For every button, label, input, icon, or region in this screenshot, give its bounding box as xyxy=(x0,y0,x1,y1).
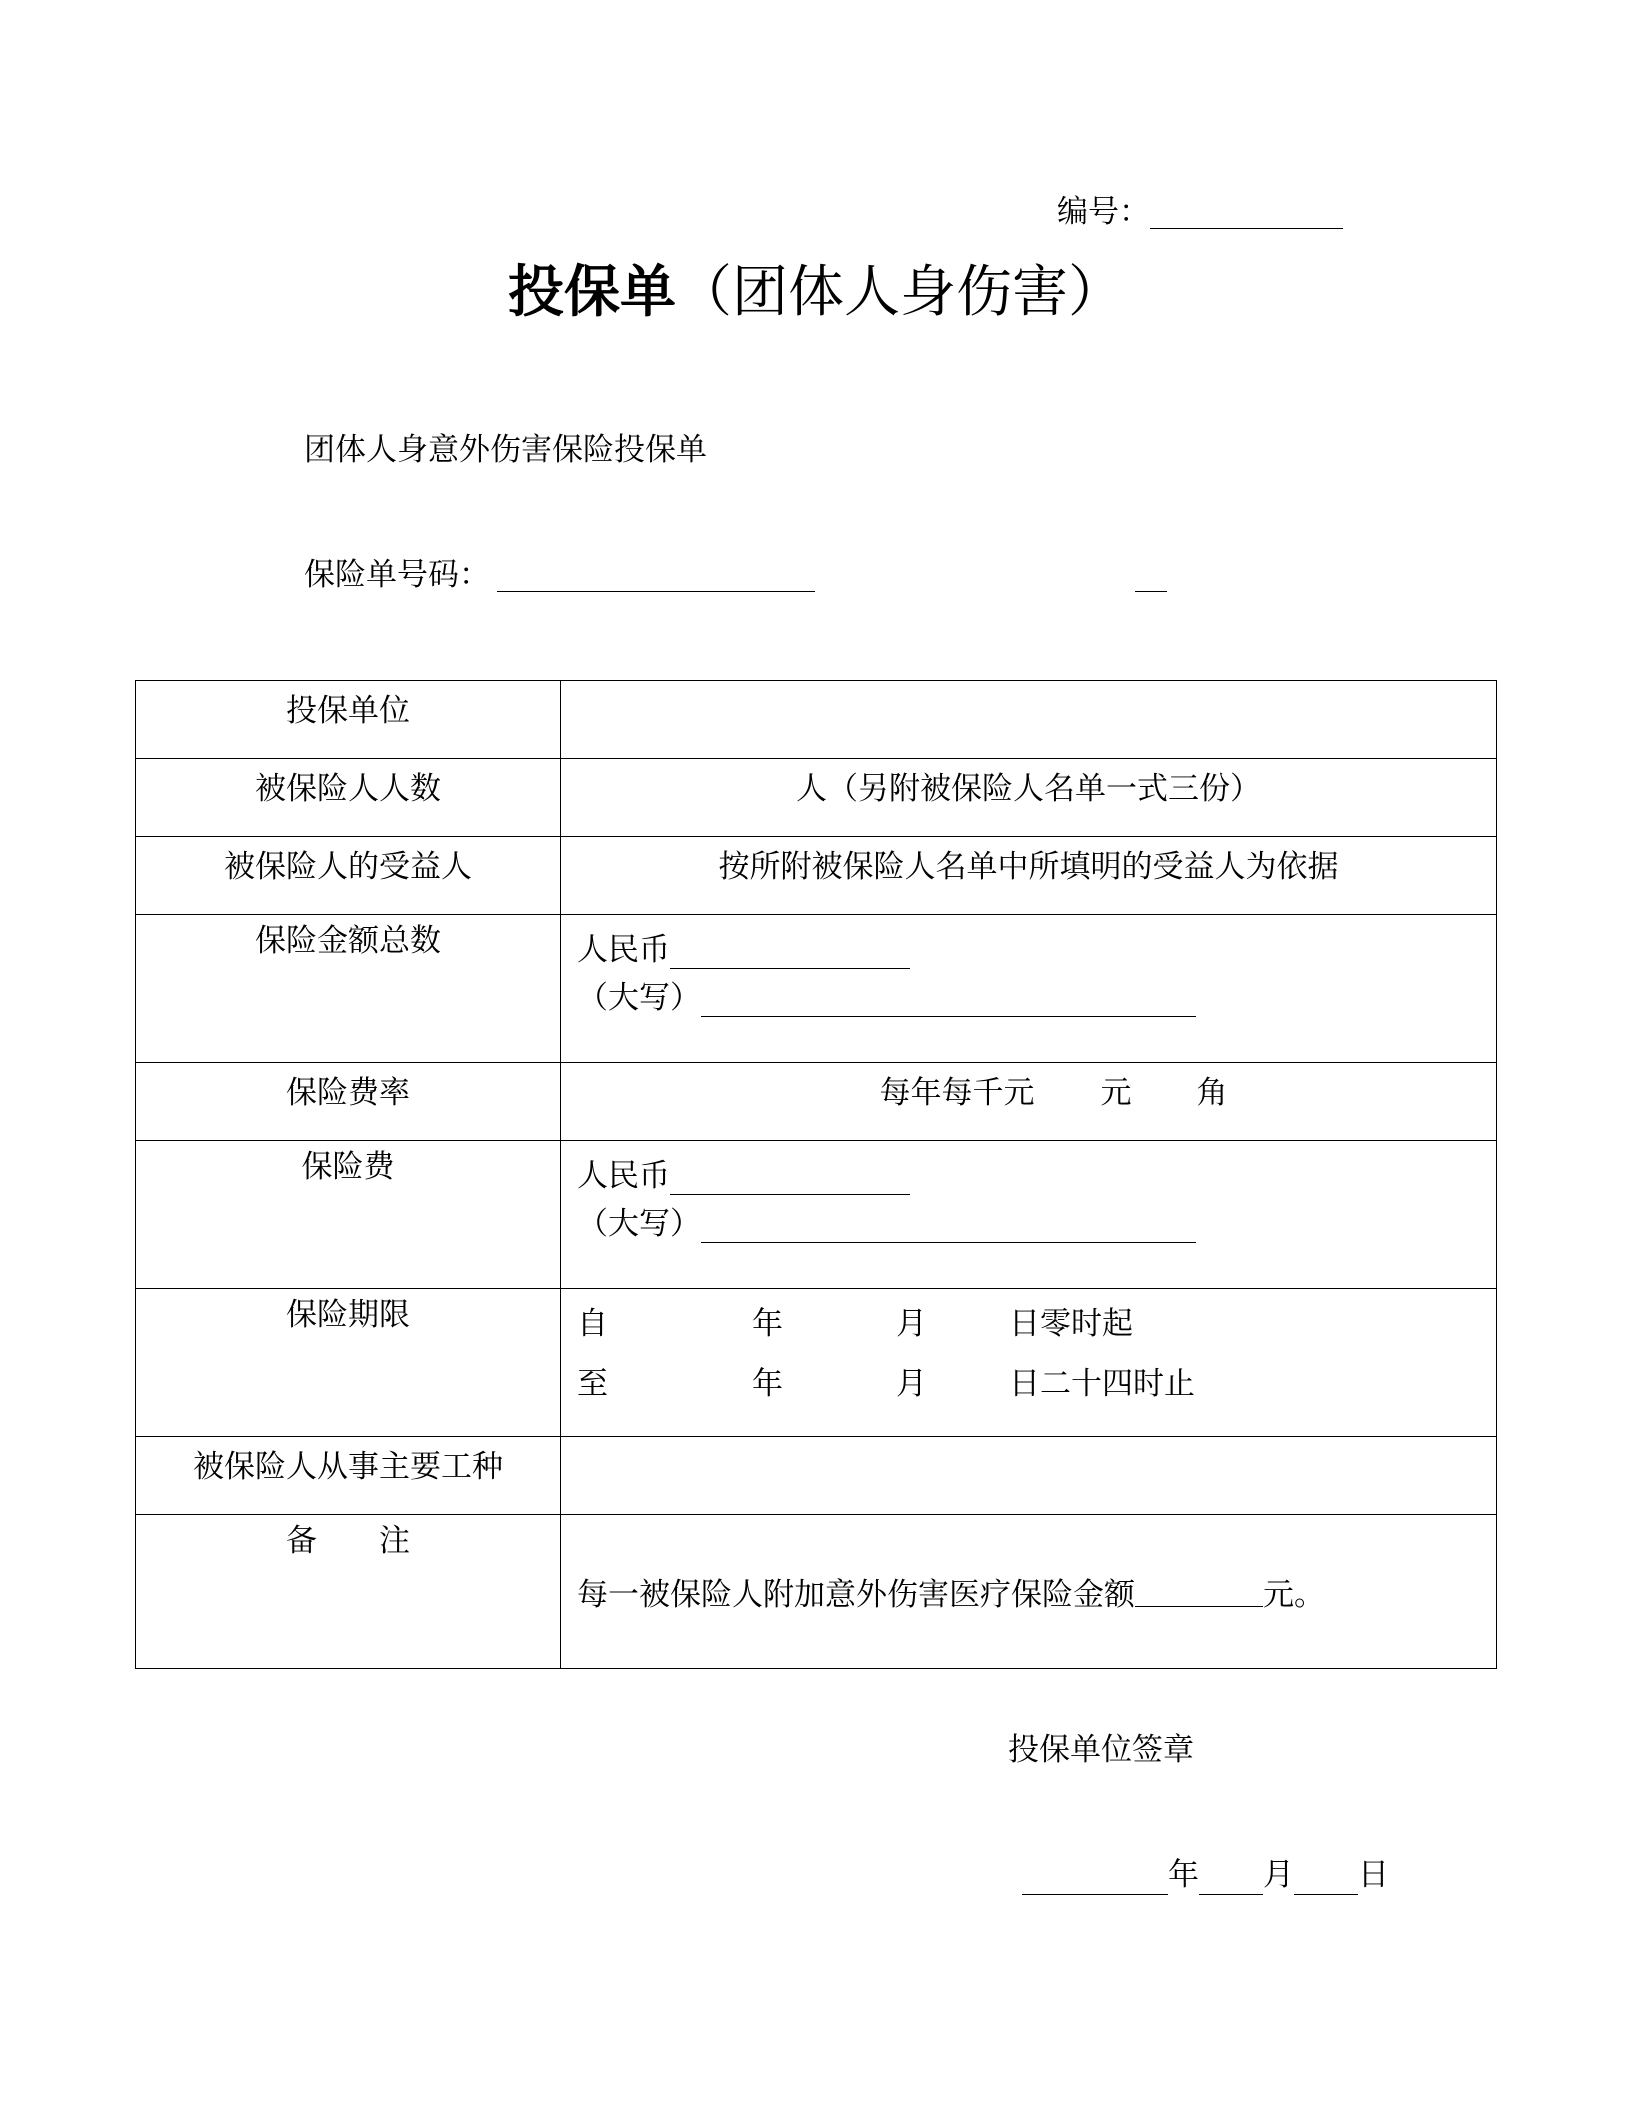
policy-number-field[interactable] xyxy=(497,591,815,592)
premium-uppercase-input[interactable] xyxy=(701,1212,1196,1243)
table-row xyxy=(136,1437,1497,1515)
period-to-label: 至 xyxy=(577,1366,608,1402)
sum-insured-amount-input[interactable] xyxy=(670,938,910,969)
title-main: 投保单 xyxy=(508,260,676,325)
premium-rate-field[interactable] xyxy=(561,1063,1497,1141)
sum-insured-field[interactable] xyxy=(561,915,1497,1063)
beneficiary-field: 按所附被保险人名单中所填明的受益人为依据 xyxy=(561,837,1497,915)
premium-amount-input[interactable] xyxy=(670,1164,910,1195)
year-field[interactable] xyxy=(1022,1864,1168,1895)
policy-number-field-extra[interactable] xyxy=(1135,591,1167,592)
month-label: 月 xyxy=(1263,1857,1294,1893)
uppercase-label: （大写） xyxy=(577,980,701,1016)
row-label: 保险费率 xyxy=(136,1063,561,1141)
insured-count-field[interactable]: 人（另附被保险人名单一式三份） xyxy=(561,759,1497,837)
sum-insured-uppercase-input[interactable] xyxy=(701,986,1196,1017)
period-from-label: 自 xyxy=(577,1306,608,1342)
rate-unit-jiao: 角 xyxy=(1196,1075,1228,1111)
form-subtitle: 团体人身意外伤害保险投保单 xyxy=(304,432,707,468)
page-title xyxy=(0,255,1632,331)
serial-number-label: 编号： xyxy=(1057,194,1150,230)
rate-prefix: 每年每千元 xyxy=(879,1075,1035,1111)
table-row xyxy=(136,837,1497,915)
remarks-field[interactable] xyxy=(561,1515,1497,1669)
period-start-suffix: 日零时起 xyxy=(1009,1306,1133,1342)
rmb-label: 人民币 xyxy=(577,1158,670,1194)
period-end-suffix: 日二十四时止 xyxy=(1009,1366,1195,1402)
day-field[interactable] xyxy=(1294,1864,1358,1895)
rmb-label: 人民币 xyxy=(577,932,670,968)
table-row xyxy=(136,759,1497,837)
row-label: 投保单位 xyxy=(136,681,561,759)
period-year-label: 年 xyxy=(752,1366,783,1402)
serial-number-field[interactable] xyxy=(1150,228,1343,229)
table-row xyxy=(136,1063,1497,1141)
insurance-period-field[interactable] xyxy=(561,1289,1497,1437)
row-label: 保险期限 xyxy=(136,1289,561,1437)
table-row xyxy=(136,1515,1497,1669)
table-row xyxy=(136,915,1497,1063)
application-form-table xyxy=(135,680,1497,1669)
row-label: 被保险人的受益人 xyxy=(136,837,561,915)
uppercase-label: （大写） xyxy=(577,1206,701,1242)
row-label: 保险费 xyxy=(136,1141,561,1289)
rate-unit-yuan: 元 xyxy=(1100,1075,1132,1111)
occupation-field[interactable] xyxy=(561,1437,1497,1515)
period-month-label: 月 xyxy=(896,1366,927,1402)
table-row xyxy=(136,1289,1497,1437)
premium-field[interactable] xyxy=(561,1141,1497,1289)
table-row xyxy=(136,681,1497,759)
period-month-label: 月 xyxy=(896,1306,927,1342)
day-label: 日 xyxy=(1358,1857,1389,1893)
policy-number-label: 保险单号码： xyxy=(304,557,490,593)
title-qualifier: （团体人身伤害） xyxy=(676,260,1124,325)
row-label: 被保险人从事主要工种 xyxy=(136,1437,561,1515)
row-label: 被保险人人数 xyxy=(136,759,561,837)
row-label: 保险金额总数 xyxy=(136,915,561,1063)
medical-amount-input[interactable] xyxy=(1135,1576,1263,1607)
remarks-text: 每一被保险人附加意外伤害医疗保险金额 xyxy=(577,1577,1135,1613)
period-year-label: 年 xyxy=(752,1306,783,1342)
date-line xyxy=(1022,1855,1389,1895)
remarks-suffix: 元。 xyxy=(1263,1577,1325,1613)
table-row xyxy=(136,1141,1497,1289)
month-field[interactable] xyxy=(1199,1864,1263,1895)
applicant-unit-field[interactable] xyxy=(561,681,1497,759)
year-label: 年 xyxy=(1168,1857,1199,1893)
row-label: 备 注 xyxy=(136,1515,561,1669)
signature-label: 投保单位签章 xyxy=(1008,1732,1194,1768)
